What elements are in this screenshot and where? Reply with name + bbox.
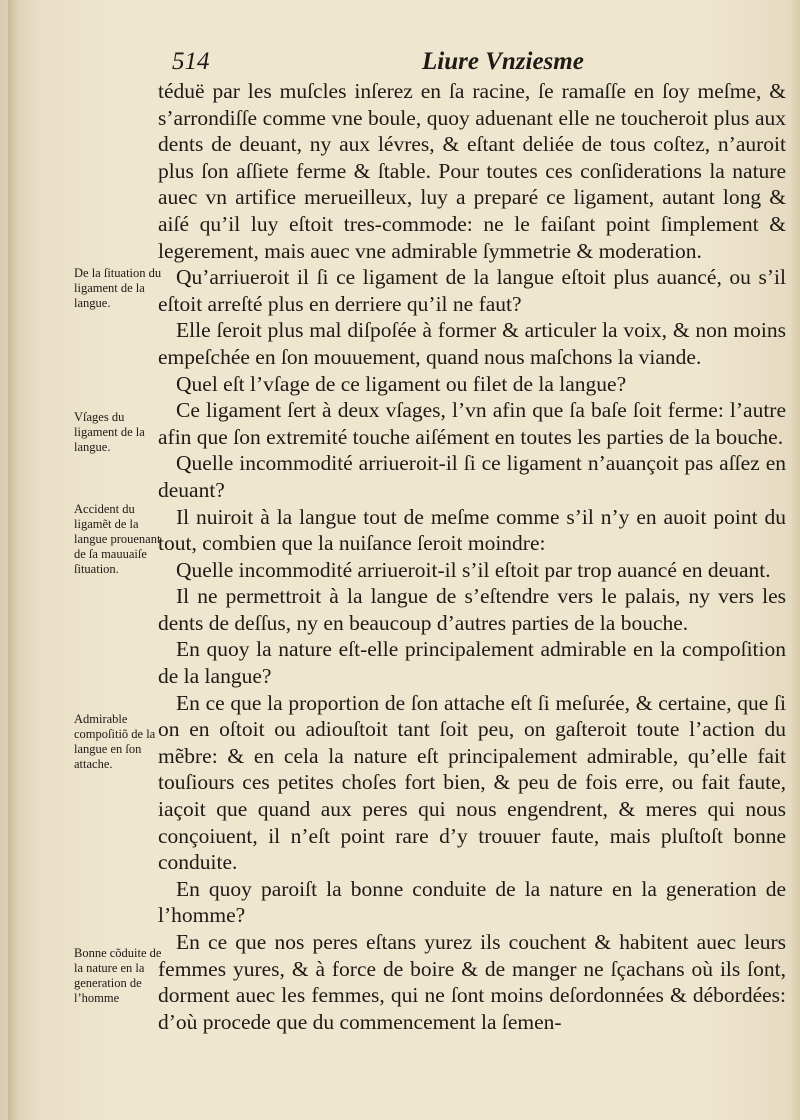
main-text [158,78,786,1035]
page-number: 514 [172,48,210,75]
answer: En ce que nos peres eſtans yurez ils couchent & habitent auec leurs femmes yures, & à force de boire & de manger ne ſçachans où ils ſont, dorment auec les femmes, qui ne ſont moins deſordonnées & débordées: d’où procede que du commencement la ſemen- [158,930,786,1034]
question: Quel eſt l’vſage de ce ligament ou filet de la langue? [176,371,627,396]
page-gutter [8,0,20,1120]
answer: Il ne permettroit à la langue de s’eſtendre vers le palais, ny vers les dents de deſſus, ny en beaucoup d’autres parties de la bouche. [158,584,786,635]
question: Quelle incommodité arriueroit-il ſi ce ligament n’auançoit pas aſſez en deuant? [158,451,786,502]
answer: Elle ſeroit plus mal diſpoſée à former & articuler la voix, & non moins empeſchée en ſon mouuement, quand nous maſchons la viande. [158,318,786,369]
margin-note: De la ſituation du ligament de la langue. [74,266,162,310]
question: En quoy paroiſt la bonne conduite de la nature en la generation de l’homme? [158,876,786,928]
answer: Ce ligament ſert à deux vſages, l’vn afin que ſa baſe ſoit ferme: l’autre afin que ſon extremité touche aiſément en toutes les parties de la bouche. [158,398,786,449]
question: En quoy la nature eſt-elle principalement admirable en la compoſition de la langue? [158,637,786,689]
question: Quelle incommodité arriueroit-il s’il eſtoit par trop auancé en deuant. [176,557,771,582]
paragraph: téduë par les muſcles inſerez en ſa racine, ſe ramaſſe en ſoy meſme, & s’arrondiſſe comme vne boule, quoy aduenant elle ne toucheroit plus aux dents de deuant, ny aux lévres, & eſtant deliée de tous coſtez, n’auroit plus ſon aſſiete ferme & ſtable. Pour toutes ces conſiderations la nature auec vn artifice merueilleux, luy a preparé ce ligament, autant long & aiſé qu’il luy eſtoit tres-commode: ne le faiſant point ſimplement & legerement, mais auec vne admirable ſymmetrie & moderation. [158,79,786,263]
margin-note: Bonne cõduite de la nature en la generation de l’homme [74,946,162,1005]
margin-note: Vſages du ligament de la langue. [74,410,145,454]
answer: En ce que la proportion de ſon attache eſt ſi meſurée, & certaine, que ſi on en oſtoit ou adiouſtoit tant ſoit peu, on gaſteroit toute l’action du mẽbre: & en cela la nature eſt principalement admirable, qu’elle fait touſiours ces petites choſes fort bien, & peu de fois erre, ou fait faute, iaçoit que quand aux peres qui nous engendrent, & meres qui nous conçoiuent, il n’eſt point rare d’y trouuer faute, mais pluſtoſt bonne conduite. [158,690,786,875]
margin-note: Accident du ligamẽt de la langue prouenant de ſa mauuaiſe ſituation. [74,502,161,576]
question: Qu’arriueroit il ſi ce ligament de la langue eſtoit plus auancé, ou s’il eſtoit arreſté plus en derriere qu’il ne faut? [158,265,786,316]
running-header [172,48,602,82]
answer: Il nuiroit à la langue tout de meſme comme s’il n’y en auoit point du tout, combien que la nuiſance ſeroit moindre: [158,504,786,556]
running-title: Liure Vnziesme [422,48,584,75]
margin-note: Admirable compoſitiõ de la langue en ſon attache. [74,712,156,771]
